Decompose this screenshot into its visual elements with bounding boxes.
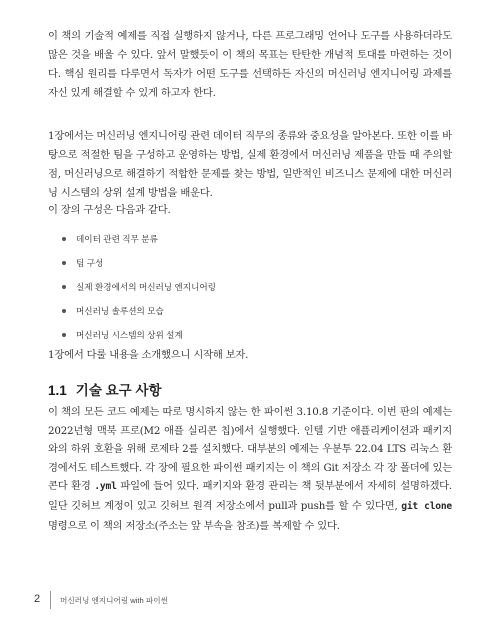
list-item-label: 머신러닝 솔루션의 모습: [76, 306, 164, 316]
inline-code-yml: .yml: [94, 481, 117, 493]
list-item-label: 팀 구성: [76, 258, 104, 268]
technical-requirements-paragraph: [48, 403, 452, 535]
list-item-label: 머신러닝 시스템의 상위 설계: [76, 330, 183, 340]
list-item: [60, 251, 216, 275]
list-item: [60, 275, 216, 299]
bullet-icon: [62, 285, 66, 289]
page-footer: [34, 591, 234, 611]
bullet-icon: [62, 237, 66, 241]
closing-paragraph: 1장에서 다룰 내용을 소개했으니 시작해 보자.: [48, 349, 249, 361]
bullet-icon: [62, 261, 66, 265]
list-item: [60, 227, 216, 251]
book-title: 머신러닝 엔지니어링 with 파이썬: [60, 596, 168, 605]
list-item-label: 실제 환경에서의 머신러닝 엔지니어링: [76, 282, 216, 292]
section-number: 1.1: [48, 383, 67, 398]
chapter-overview-paragraph: 1장에서는 머신러닝 엔지니어링 관련 데이터 직무의 종류와 중요성을 알아본다. 또한 이를 바탕으로 적절한 팀을 구성하고 운영하는 방법, 실제 환경에서 머신러닝 제품을 만들 때 주의할 점, 머신러닝으로 해결하기 적합한 문제를 찾는 방법, 일반적인 비즈니스 문제에 대한 머신러닝 시스템의 상위 설계 방법을 배운다.: [48, 130, 452, 199]
list-item-label: 데이터 관련 직무 분류: [76, 234, 158, 244]
list-item: [60, 299, 216, 323]
inline-code-git-clone: git clone: [401, 500, 452, 512]
list-item: [60, 323, 216, 347]
bullet-icon: [62, 309, 66, 313]
footer-divider: [50, 591, 51, 609]
structure-intro-paragraph: 이 장의 구성은 다음과 같다.: [48, 204, 171, 216]
tech-text-1: 이 책의 모든 코드 예제는 따로 명시하지 않는 한 파이썬 3.10.8 기준이다. 이번 판의 예제는 2022년형 맥북 프로(M2 애플 실리콘 칩)에서 실행했다. 인텔 기반 애플리케이션과 패키지와의 하위 호환을 위해 로제타 2를 설치했다. 대부분의 예제는 우분투 22.04 LTS 리눅스 환경에서도 테스트했다. 각 장에 필요한 파이썬 패키지는 이 책의 Git 저장소 각 장 폴더에 있는 콘다 환경: [48, 406, 452, 493]
tech-text-2: 파일에 들어 있다. 패키지와 환경 관리는 책 뒷부분에서 자세히 설명하겠다. 일단 깃허브 계정이 있고 깃허브 원격 저장소에서 pull과 push를 할 수 있다면,: [48, 480, 453, 512]
intro-paragraph: 이 책의 기술적 예제를 직접 실행하지 않거나, 다른 프로그래밍 언어나 도구를 사용하더라도 많은 것을 배울 수 있다. 앞서 말했듯이 이 책의 목표는 탄탄한 개념적 토대를 마련하는 것이다. 핵심 원리를 다루면서 독자가 어떤 도구를 선택하든 자신의 머신러닝 엔지니어링 과제를 자신 있게 해결할 수 있게 하고자 한다.: [48, 30, 452, 99]
page-number: 2: [34, 593, 41, 605]
tech-text-3: 명령으로 이 책의 저장소(주소는 앞 부속을 참조)를 복제할 수 있다.: [48, 519, 340, 532]
chapter-topics-list: [60, 227, 216, 347]
section-title: 기술 요구 사항: [75, 383, 162, 398]
bullet-icon: [62, 333, 66, 337]
section-heading: [48, 379, 162, 399]
